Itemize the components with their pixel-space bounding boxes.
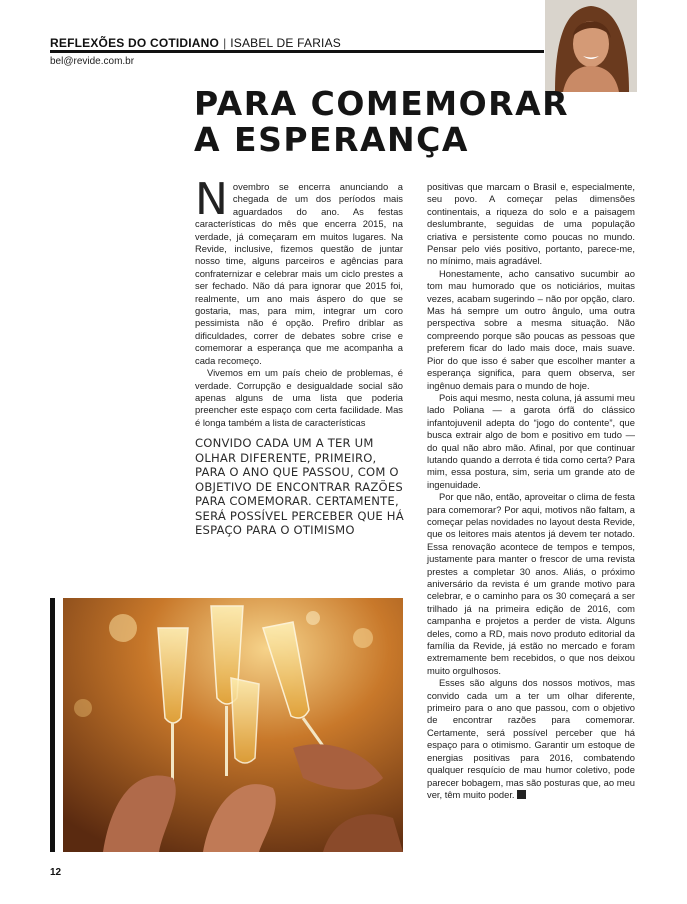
body-column-right [427, 181, 635, 801]
title-line-1: PARA COMEMORAR [194, 84, 570, 123]
header-separator: | [223, 36, 227, 50]
title-line-2: A ESPERANÇA [194, 120, 469, 159]
body-paragraph: Vivemos em um país cheio de problemas, é verdade. Corrupção e desigualdade social são apenas alguns de uma lista que poderia preencher este espaço com certa facilidade. Mas é longa também a lista de características [195, 367, 403, 428]
column-header [50, 36, 341, 50]
author-name: ISABEL DE FARIAS [230, 36, 341, 50]
body-paragraph-last: Esses são alguns dos nossos motivos, mas convido cada um a ter um olhar diferente, primeiro para o ano que passou, com o objetivo de encontrar razões para comemorar. Certamente, será possível perceber que há espaço para o otimismo. Garantir um estoque de energias positivas para 2016, combatendo qualquer resquício de mau humor coletivo, pode parecer bobagem, mas são posturas que, ao meu ver, têm muito poder. [427, 677, 635, 800]
end-of-article-mark [517, 790, 526, 799]
author-email[interactable]: bel@revide.com.br [50, 56, 135, 67]
drop-cap: N [195, 174, 228, 225]
body-paragraph: Honestamente, acho cansativo sucumbir ao tom mau humorado que os noticiários, muitas vezes, acabam sugerindo – não por opção, claro. Mas há sempre um outro ângulo, uma outra perspectiva sobre a mesma situação. Não compreendo porque são poucas as pessoas que preferem ficar do lado mais doce, mais suave. Pior do que isso é saber que escolher manter a esperança significa, para quem observa, ser ingênuo demais para o mundo de hoje. [427, 267, 635, 391]
body-paragraph: positivas que marcam o Brasil e, especialmente, seu povo. A começar pelas dimensões continentais, a riqueza do solo e a paisagem deslumbrante, seguidas de uma população criativa e persistente como poucas no mundo. Pensar pelo viés positivo, portanto, parece-me, no mínimo, mais agradável. [427, 181, 635, 267]
article-title [194, 86, 569, 158]
section-name: REFLEXÕES DO COTIDIANO [50, 36, 220, 50]
header-rule [50, 50, 544, 53]
author-portrait [545, 0, 637, 92]
page-number: 12 [50, 867, 62, 878]
body-column-left [195, 174, 403, 429]
champagne-toast-photo [63, 598, 403, 852]
pull-quote: CONVIDO CADA UM A TER UM OLHAR DIFERENTE, PRIMEIRO, PARA O ANO QUE PASSOU, COM O OBJETIVO DE ENCONTRAR RAZÕES PARA COMEMORAR. CERTAMENTE, SERÁ POSSÍVEL PERCEBER QUE HÁ ESPAÇO PARA O OTIMISMO [195, 436, 404, 537]
photo-accent-bar [50, 598, 55, 852]
body-paragraph: Por que não, então, aproveitar o clima de festa para comemorar? Por aqui, motivos não faltam, a começar pelas novidades no layout desta Revide, que os leitores mais atentos já devem ter notado. Essa renovação acontece de tempos e tempos, justamente para manter o frescor de uma revista prestes a completar 30 anos. Aliás, o próximo aniversário da revista é um grande motivo para celebrar, e o caminho para os 30 começará a ser trilhado já na primeira edição de 2016, com campanha e projetos a perder de vista. Alguns deles, como a RD, mais novo produto editorial da família da Revide, já estão no mercado e foram extremamente bem recebidos, o que nos deixou muito orgulhosos. [427, 491, 635, 676]
body-paragraph: Pois aqui mesmo, nesta coluna, já assumi meu lado Poliana — a garota órfã do clássico infantojuvenil adepta do “jogo do contente”, que busca extrair algo de bom e positivo em tudo — do qual não abro mão. Afinal, por que continuar lutando quando a derrota é tida como certa? Para mim, essa postura, sim, seria um grande ato de ingenuidade. [427, 391, 635, 490]
body-paragraph: Novembro se encerra anunciando a chegada de um dos períodos mais aguardados do ano. As festas características do mês que encerra 2015, na verdade, já começaram em muitos lugares. Na Revide, inclusive, fizemos questão de juntar nosso time, alguns parceiros e agências para confraternizar e celebrar mais um ciclo prestes a ser fechado. Não dá para ignorar que 2015 foi, realmente, um ano mais áspero do que se gostaria, mas, para mim, integrar um coro pessimista não é opção. Prefiro driblar as dificuldades, correr de debates sobre crise e comemorar a esperança que me acompanha a cada recomeço. [195, 174, 403, 366]
